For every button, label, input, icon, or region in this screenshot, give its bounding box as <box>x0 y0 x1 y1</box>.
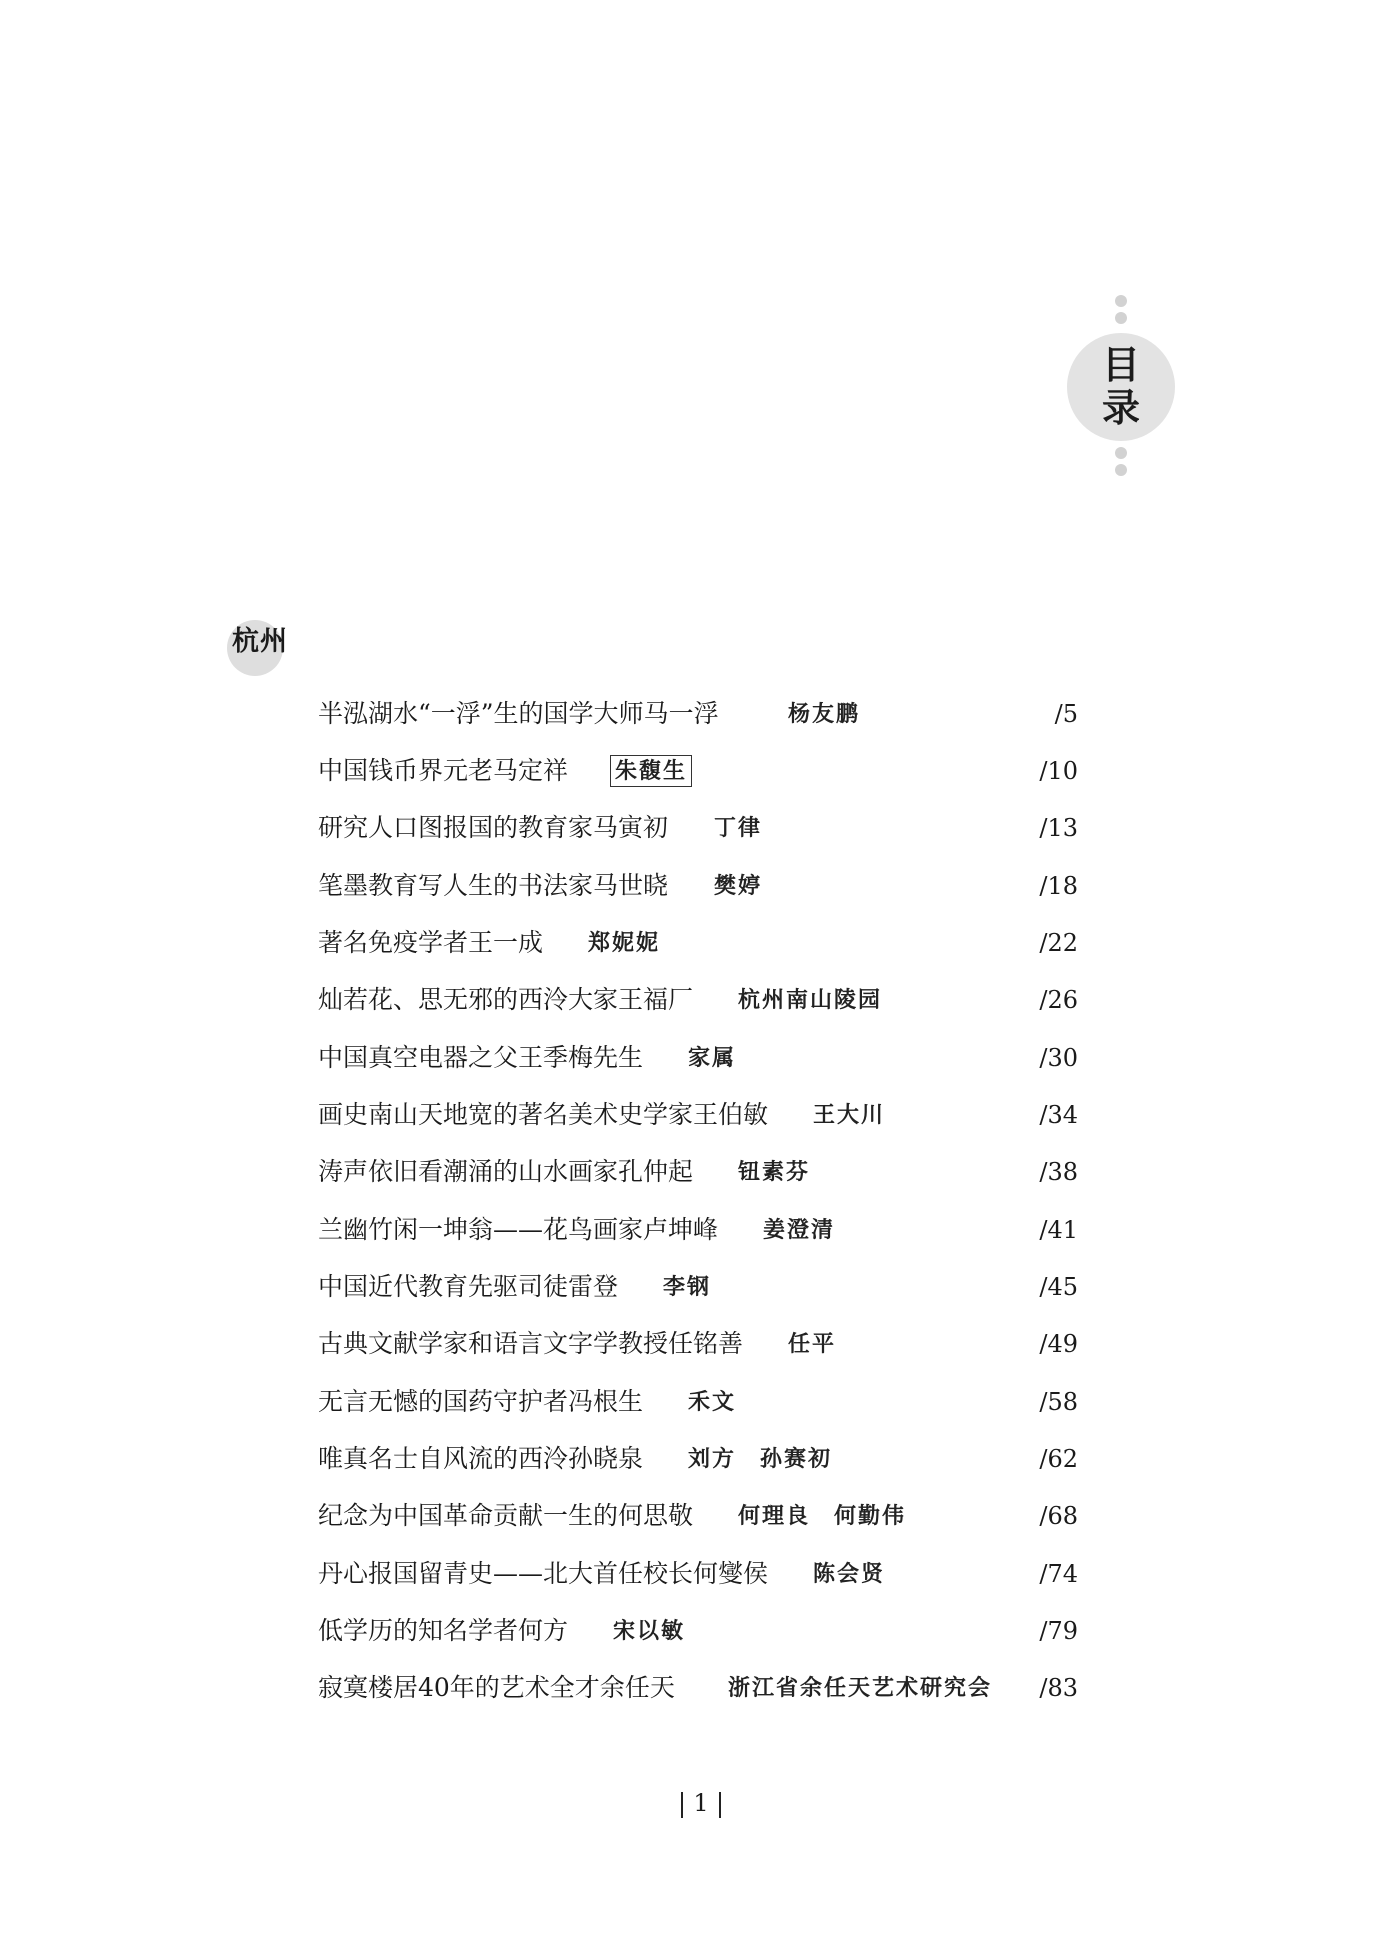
entry-author: 禾文 <box>688 1389 737 1415</box>
entry-author: 樊婷 <box>714 873 763 899</box>
entry-page: /49 <box>1039 1330 1078 1358</box>
toc-title-char-1: 目 <box>1101 342 1140 387</box>
entry-title: 丹心报国留青史——北大首任校长何燮侯 <box>318 1559 769 1588</box>
entry-page: /58 <box>1039 1388 1078 1416</box>
entry-author: 何理良 何勤伟 <box>738 1503 907 1529</box>
entry-author: 郑妮妮 <box>588 930 661 956</box>
entry-title: 灿若花、思无邪的西泠大家王福厂 <box>318 985 694 1014</box>
entry-author: 宋以敏 <box>613 1618 686 1644</box>
entry-title: 无言无憾的国药守护者冯根生 <box>318 1387 644 1416</box>
entry-author: 浙江省余任天艺术研究会 <box>728 1675 993 1701</box>
entry-page: /13 <box>1039 814 1078 842</box>
folio-bar-left <box>681 1792 683 1818</box>
toc-entry[interactable] <box>318 1265 1078 1309</box>
entry-title: 中国近代教育先驱司徒雷登 <box>318 1272 619 1301</box>
section-title: 杭州 <box>232 626 288 657</box>
entry-page: /5 <box>1054 700 1078 728</box>
toc-entry[interactable] <box>318 1322 1078 1366</box>
entry-author: 杭州南山陵园 <box>738 987 883 1013</box>
page-folio <box>671 1788 731 1818</box>
toc-entry[interactable] <box>318 1437 1078 1481</box>
toc-entry[interactable] <box>318 806 1078 850</box>
entry-page: /22 <box>1039 929 1078 957</box>
entry-author: 姜澄清 <box>763 1217 836 1243</box>
entry-title: 半泓湖水“一浮”生的国学大师马一浮 <box>318 699 719 728</box>
entry-title: 唯真名士自风流的西泠孙晓泉 <box>318 1444 644 1473</box>
toc-entry[interactable] <box>318 692 1078 736</box>
entry-page: /18 <box>1039 872 1078 900</box>
entry-page: /10 <box>1039 757 1078 785</box>
entry-page: /45 <box>1039 1273 1078 1301</box>
toc-entry[interactable] <box>318 1036 1078 1080</box>
entry-page: /26 <box>1039 986 1078 1014</box>
toc-entry[interactable] <box>318 1609 1078 1653</box>
toc-entry[interactable] <box>318 1494 1078 1538</box>
entry-page: /74 <box>1039 1560 1078 1588</box>
entry-author: 陈会贤 <box>813 1561 886 1587</box>
entry-author: 任平 <box>788 1331 837 1357</box>
entry-author: 朱馥生 <box>610 755 692 787</box>
entry-page: /34 <box>1039 1101 1078 1129</box>
entry-author: 杨友鹏 <box>788 701 861 727</box>
entry-author: 家属 <box>688 1045 737 1071</box>
entry-title: 涛声依旧看潮涌的山水画家孔仲起 <box>318 1157 694 1186</box>
entry-title: 研究人口图报国的教育家马寅初 <box>318 813 669 842</box>
entry-author: 丁律 <box>714 815 763 841</box>
toc-entry[interactable] <box>318 1552 1078 1596</box>
toc-entry[interactable] <box>318 749 1078 793</box>
decorative-dot <box>1115 464 1127 476</box>
entry-title: 寂寞楼居40年的艺术全才余任天 <box>318 1673 675 1702</box>
toc-title-char-2: 录 <box>1101 385 1140 430</box>
toc-entry[interactable] <box>318 1666 1078 1710</box>
entry-title: 画史南山天地宽的著名美术史学家王伯敏 <box>318 1100 769 1129</box>
toc-entry[interactable] <box>318 1380 1078 1424</box>
toc-entry[interactable] <box>318 1093 1078 1137</box>
decorative-dot <box>1115 295 1127 307</box>
entry-title: 兰幽竹闲一坤翁——花鸟画家卢坤峰 <box>318 1215 719 1244</box>
entry-title: 笔墨教育写人生的书法家马世晓 <box>318 871 669 900</box>
entry-title: 古典文献学家和语言文字学教授任铭善 <box>318 1329 744 1358</box>
decorative-dot <box>1115 447 1127 459</box>
entry-page: /62 <box>1039 1445 1078 1473</box>
toc-entry[interactable] <box>318 921 1078 965</box>
entry-author: 钮素芬 <box>738 1159 811 1185</box>
entry-author: 李钢 <box>663 1274 712 1300</box>
entry-author: 王大川 <box>813 1102 886 1128</box>
entry-title: 中国钱币界元老马定祥 <box>318 756 569 785</box>
toc-entry[interactable] <box>318 1150 1078 1194</box>
entry-page: /41 <box>1039 1216 1078 1244</box>
title-circle <box>1067 333 1175 441</box>
folio-bar-right <box>719 1792 721 1818</box>
entry-page: /68 <box>1039 1502 1078 1530</box>
toc-entry[interactable] <box>318 864 1078 908</box>
entry-page: /83 <box>1039 1674 1078 1702</box>
entry-title: 著名免疫学者王一成 <box>318 928 544 957</box>
page-number: 1 <box>693 1789 709 1817</box>
decorative-dot <box>1115 312 1127 324</box>
entry-title: 低学历的知名学者何方 <box>318 1616 569 1645</box>
toc-entry[interactable] <box>318 978 1078 1022</box>
entry-page: /79 <box>1039 1617 1078 1645</box>
entry-page: /30 <box>1039 1044 1078 1072</box>
entry-title: 纪念为中国革命贡献一生的何思敬 <box>318 1501 694 1530</box>
entry-author: 刘方 孙赛初 <box>688 1446 833 1472</box>
entry-title: 中国真空电器之父王季梅先生 <box>318 1043 644 1072</box>
entry-page: /38 <box>1039 1158 1078 1186</box>
toc-entry[interactable] <box>318 1208 1078 1252</box>
